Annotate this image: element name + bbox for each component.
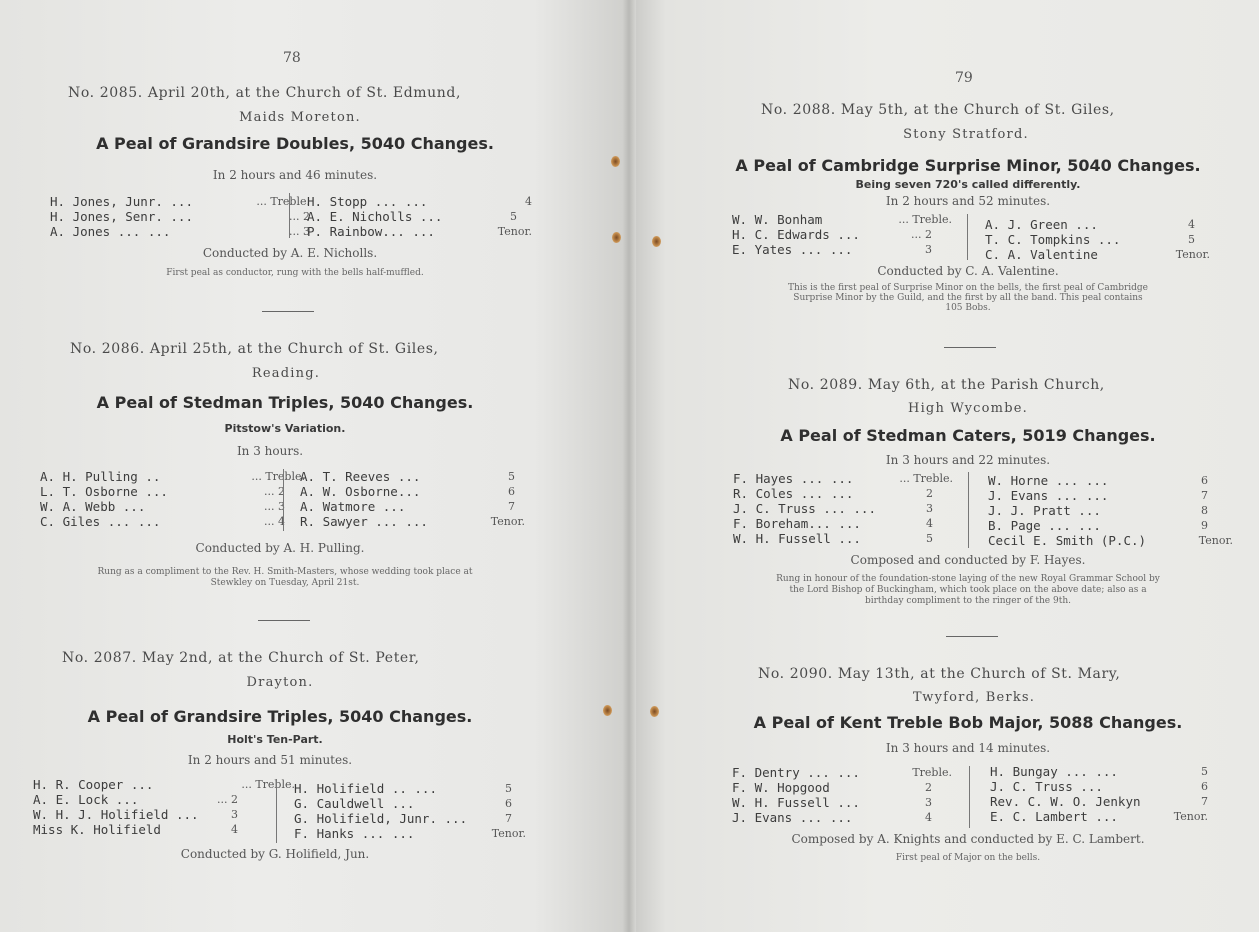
peal-header: No. 2086. April 25th, at the Church of St. Giles, xyxy=(70,341,439,357)
peal-header: No. 2090. May 13th, at the Church of St. Mary, xyxy=(758,666,1121,682)
conductor-line: Conducted by G. Holifield, Jun. xyxy=(180,847,370,861)
peal-footnote: birthday compliment to the ringer of the 9th. xyxy=(864,596,1071,606)
peal-header: No. 2089. May 6th, at the Parish Church, xyxy=(788,377,1105,393)
right-page: 79 No. 2088. May 5th, at the Church of St. Giles, Stony Stratford. A Peal of Cambridge Surprise Minor, 5040 Changes. Being seven 720's called differently. In 2 hours and 52 minutes. W. W. Bonham ... Treble. H. C. Edwards ... ... 2 E. Yates ... ... 3 A. J. Green ... 4 T. C. Tompkins ... 5 C. A. Valentine Tenor. Conducted by C. A. Valentine. This is the first peal of Surprise Minor on the bells, the first peal of Cambridge Surprise Minor by the Guild, and the first by all the band. This peal contains 105 Bobs. No. 2089. May 6th, at the Parish Church, High Wycombe. A Peal of Stedman Caters, 5019 Changes. In 3 hours and 22 minutes. F. Hayes ... ... ... Treble. R. Coles ... ... 2 J. C. Truss ... ... 3 F. Boreham... ... 4 W. H. Fussell ... 5 W. Horne ... ... 6 J. Evans ... ... 7 J. J. Pratt ... 8 B. Page ... ... 9 Cecil E. Smith (P.C.) Tenor. Composed and conducted by F. Hayes. Rung in honour of the foundation-stone laying of the new Royal Grammar School by the Lord Bishop of Buckingham, which took place on the above date; also as a birthday compliment to the ringer of the 9th. No. 2090. May 13th, at the Church of St. Mary, Twyford, Berks. A Peal of Kent Treble Bob Major, 5088 Changes. In 3 hours and 14 minutes. F. Dentry ... ... Treble. F. W. Hopgood 2 W. H. Fussell ... 3 J. Evans ... ... 4 H. Bungay ... ... 5 J. C. Truss ... 6 Rev. C. W. O. Jenkyn 7 E. C. Lambert ... Tenor. Composed by A. Knights and conducted by E. C. Lambert. First peal of Major on the bells. xyxy=(628,0,1259,932)
conductor-line: Conducted by A. E. Nicholls. xyxy=(202,246,378,260)
section-divider xyxy=(262,311,314,312)
peal-duration: In 2 hours and 46 minutes. xyxy=(212,168,378,182)
peal-title: A Peal of Cambridge Surprise Minor, 5040 Changes. xyxy=(735,156,1201,175)
peal-subtitle: Holt's Ten-Part. xyxy=(227,733,323,746)
conductor-line: Composed by A. Knights and conducted by E. C. Lambert. xyxy=(791,832,1145,846)
peal-footnote: First peal of Major on the bells. xyxy=(895,853,1041,863)
peal-subtitle: Pitstow's Variation. xyxy=(224,422,346,435)
binding-hole xyxy=(650,706,659,717)
peal-footnote: This is the first peal of Surprise Minor on the bells, the first peal of Cambridge xyxy=(787,283,1149,293)
peal-place: Reading. xyxy=(251,366,321,381)
section-divider xyxy=(258,620,310,621)
peal-place: Maids Moreton. xyxy=(239,110,361,125)
column-divider xyxy=(276,779,277,843)
column-divider xyxy=(289,193,290,238)
peal-header: No. 2088. May 5th, at the Church of St. Giles, xyxy=(761,102,1115,118)
peal-header: No. 2087. May 2nd, at the Church of St. Peter, xyxy=(62,650,420,666)
column-divider xyxy=(969,766,970,828)
peal-title: A Peal of Grandsire Triples, 5040 Changes. xyxy=(87,707,473,726)
peal-duration: In 2 hours and 51 minutes. xyxy=(187,753,353,767)
binding-hole xyxy=(612,232,621,243)
binding-hole xyxy=(652,236,661,247)
book-gutter xyxy=(622,0,636,932)
peal-duration: In 3 hours and 22 minutes. xyxy=(885,453,1051,467)
section-divider xyxy=(946,636,998,637)
peal-place: Twyford, Berks. xyxy=(912,690,1036,705)
peal-footnote: Rung as a compliment to the Rev. H. Smith-Masters, whose wedding took place at xyxy=(97,567,473,577)
peal-title: A Peal of Grandsire Doubles, 5040 Changes. xyxy=(96,134,494,153)
column-divider xyxy=(967,214,968,260)
peal-duration: In 2 hours and 52 minutes. xyxy=(885,194,1051,208)
peal-place: High Wycombe. xyxy=(908,401,1028,416)
peal-place: Stony Stratford. xyxy=(903,127,1029,142)
binding-hole xyxy=(611,156,620,167)
conductor-line: Conducted by A. H. Pulling. xyxy=(195,541,365,555)
peal-footnote: Rung in honour of the foundation-stone laying of the new Royal Grammar School by xyxy=(776,574,1160,584)
binding-hole xyxy=(603,705,612,716)
peal-duration: In 3 hours and 14 minutes. xyxy=(885,741,1051,755)
left-page: 78 No. 2085. April 20th, at the Church of St. Edmund, Maids Moreton. A Peal of Grandsire Doubles, 5040 Changes. In 2 hours and 46 minutes. H. Jones, Junr. ... ... Treble. H. Jones, Senr. ... ... 2 A. Jones ... ... ... 3 H. Stopp ... ... 4 A. E. Nicholls ... 5 P. Rainbow... ... Tenor. Conducted by A. E. Nicholls. First peal as conductor, rung with the bells half-muffled. No. 2086. April 25th, at the Church of St. Giles, Reading. A Peal of Stedman Triples, 5040 Changes. Pitstow's Variation. In 3 hours. A. H. Pulling .. ... Treble. L. T. Osborne ... ... 2 W. A. Webb ... ... 3 C. Giles ... ... ... 4 A. T. Reeves ... 5 A. W. Osborne... 6 A. Watmore ... 7 R. Sawyer ... ... Tenor. Conducted by A. H. Pulling. Rung as a compliment to the Rev. H. Smith-Masters, whose wedding took place at Stewkley on Tuesday, April 21st. No. 2087. May 2nd, at the Church of St. Peter, Drayton. A Peal of Grandsire Triples, 5040 Changes. Holt's Ten-Part. In 2 hours and 51 minutes. H. R. Cooper ... ... Treble. A. E. Lock ... ... 2 W. H. J. Holifield ... 3 Miss K. Holifield 4 H. Holifield .. ... 5 G. Cauldwell ... 6 G. Holifield, Junr. ... 7 F. Hanks ... ... Tenor. Conducted by G. Holifield, Jun. xyxy=(0,0,628,932)
peal-footnote: Surprise Minor by the Guild, and the first by all the band. This peal contains xyxy=(793,293,1143,303)
peal-place: Drayton. xyxy=(246,675,314,690)
peal-footnote: First peal as conductor, rung with the bells half-muffled. xyxy=(166,268,424,278)
section-divider xyxy=(944,347,996,348)
column-divider xyxy=(968,472,969,548)
page-number: 79 xyxy=(955,70,973,86)
peal-footnote: the Lord Bishop of Buckingham, which took place on the above date; also as a xyxy=(789,585,1147,595)
conductor-line: Composed and conducted by F. Hayes. xyxy=(850,553,1086,567)
peal-header: No. 2085. April 20th, at the Church of St. Edmund, xyxy=(68,85,462,101)
peal-title: A Peal of Stedman Triples, 5040 Changes. xyxy=(96,393,474,412)
peal-footnote: Stewkley on Tuesday, April 21st. xyxy=(210,578,360,588)
conductor-line: Conducted by C. A. Valentine. xyxy=(877,264,1059,278)
peal-footnote: 105 Bobs. xyxy=(945,303,991,313)
page-number: 78 xyxy=(283,50,301,66)
peal-subtitle: Being seven 720's called differently. xyxy=(855,178,1081,191)
peal-title: A Peal of Kent Treble Bob Major, 5088 Changes. xyxy=(753,713,1183,732)
peal-duration: In 3 hours. xyxy=(236,444,304,458)
column-divider xyxy=(283,469,284,531)
peal-title: A Peal of Stedman Caters, 5019 Changes. xyxy=(780,426,1156,445)
